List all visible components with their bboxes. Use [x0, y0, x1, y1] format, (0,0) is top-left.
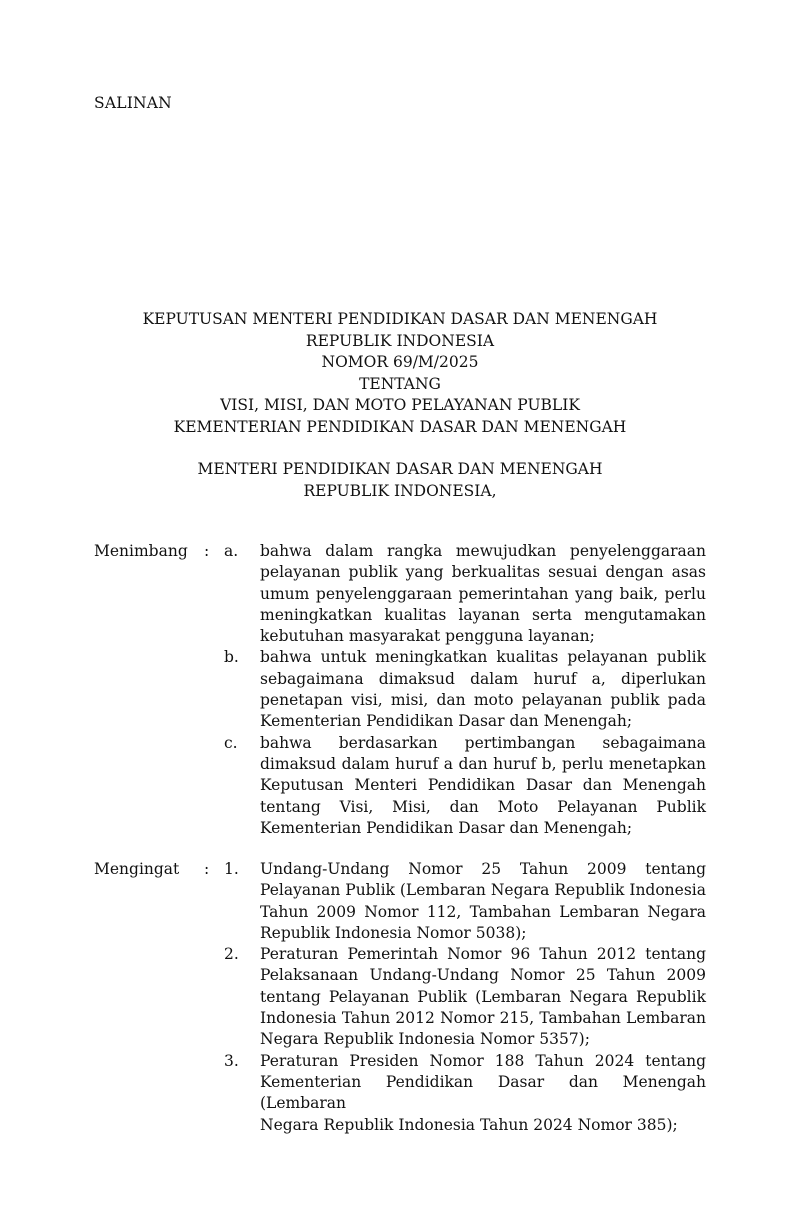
text-line: Undang-Undang Nomor 25 Tahun 2009 tentang	[260, 860, 706, 878]
item-marker: c.	[224, 733, 238, 752]
text-line: Pelaksanaan Undang-Undang Nomor 25 Tahun 2009	[260, 966, 706, 985]
issuer-line: REPUBLIK INDONESIA,	[303, 481, 497, 500]
text-line: bahwa untuk meningkatkan kualitas pelayanan publik	[260, 648, 706, 667]
text-line: Tahun 2009 Nomor 112, Tambahan Lembaran Negara	[260, 902, 706, 921]
heading-line: REPUBLIK INDONESIA	[305, 331, 495, 350]
item-marker: 3.	[224, 1051, 239, 1070]
text-line: tentang Visi, Misi, dan Moto Pelayanan Publik	[260, 797, 706, 816]
legal-basis-item	[94, 1051, 706, 1136]
consideration-item	[94, 647, 706, 732]
item-marker: a.	[224, 542, 239, 560]
heading-line: TENTANG	[359, 374, 441, 393]
item-text	[260, 859, 706, 944]
text-line: Indonesia Tahun 2012 Nomor 215, Tambahan Lembaran	[260, 1009, 706, 1028]
text-line: Kementerian Pendidikan Dasar dan Menengah;	[260, 712, 633, 731]
issuer-line: MENTERI PENDIDIKAN DASAR DAN MENENGAH	[197, 460, 603, 478]
text-line: dimaksud dalam huruf a dan huruf b, perlu menetapkan	[260, 754, 706, 773]
copy-mark: SALINAN	[94, 94, 172, 112]
text-line: Peraturan Presiden Nomor 188 Tahun 2024 tentang	[260, 1051, 706, 1070]
text-line: kebutuhan masyarakat pengguna layanan;	[260, 627, 595, 646]
text-line: Pelayanan Publik (Lembaran Negara Republik Indonesia	[260, 881, 706, 900]
text-line: sebagaimana dimaksud dalam huruf a, diperlukan	[260, 669, 706, 688]
text-line: Peraturan Pemerintah Nomor 96 Tahun 2012 tentang	[260, 945, 706, 964]
text-line: bahwa dalam rangka mewujudkan penyelenggaraan	[260, 542, 706, 560]
decree-heading	[0, 309, 800, 502]
section-label: Menimbang	[94, 542, 188, 560]
text-line: penetapan visi, misi, dan moto pelayanan publik pada	[260, 691, 706, 710]
item-text	[260, 1051, 706, 1136]
text-line: Negara Republik Indonesia Tahun 2024 Nomor 385);	[260, 1115, 678, 1134]
text-line: Negara Republik Indonesia Nomor 5357);	[260, 1030, 590, 1049]
text-line: Republik Indonesia Nomor 5038);	[260, 923, 527, 942]
heading-line: KEPUTUSAN MENTERI PENDIDIKAN DASAR DAN MENENGAH	[142, 310, 658, 328]
text-line: Kementerian Pendidikan Dasar dan Menengah (Lembaran	[260, 1072, 706, 1113]
legal-basis-item	[94, 859, 706, 944]
text-line: Keputusan Menteri Pendidikan Dasar dan Menengah	[260, 776, 706, 795]
section-label: Mengingat	[94, 860, 180, 878]
legal-basis-item	[94, 944, 706, 1050]
text-line: tentang Pelayanan Publik (Lembaran Negara Republik	[260, 987, 706, 1006]
text-line: meningkatkan kualitas layanan serta mengutamakan	[260, 605, 706, 624]
section-colon: :	[204, 542, 210, 560]
section-colon: :	[204, 860, 210, 878]
mengingat-section	[94, 859, 706, 1136]
item-text	[260, 944, 706, 1050]
text-line: pelayanan publik yang berkualitas sesuai dengan asas	[260, 563, 706, 582]
item-text	[260, 541, 706, 647]
text-line: umum penyelenggaraan pemerintahan yang baik, perlu	[260, 584, 706, 603]
text-line: Kementerian Pendidikan Dasar dan Menengah;	[260, 818, 633, 837]
consideration-item	[94, 541, 706, 647]
heading-line: VISI, MISI, DAN MOTO PELAYANAN PUBLIK	[220, 396, 580, 414]
heading-spacer	[0, 438, 800, 459]
item-marker: b.	[224, 648, 239, 667]
item-marker: 1.	[224, 860, 239, 878]
item-marker: 2.	[224, 945, 239, 964]
menimbang-section	[94, 541, 706, 839]
heading-line: KEMENTERIAN PENDIDIKAN DASAR DAN MENENGAH	[173, 417, 627, 436]
item-text	[260, 733, 706, 839]
consideration-item	[94, 733, 706, 839]
text-line: bahwa berdasarkan pertimbangan sebagaimana	[260, 733, 706, 752]
item-text	[260, 647, 706, 732]
heading-line: NOMOR 69/M/2025	[321, 353, 479, 371]
